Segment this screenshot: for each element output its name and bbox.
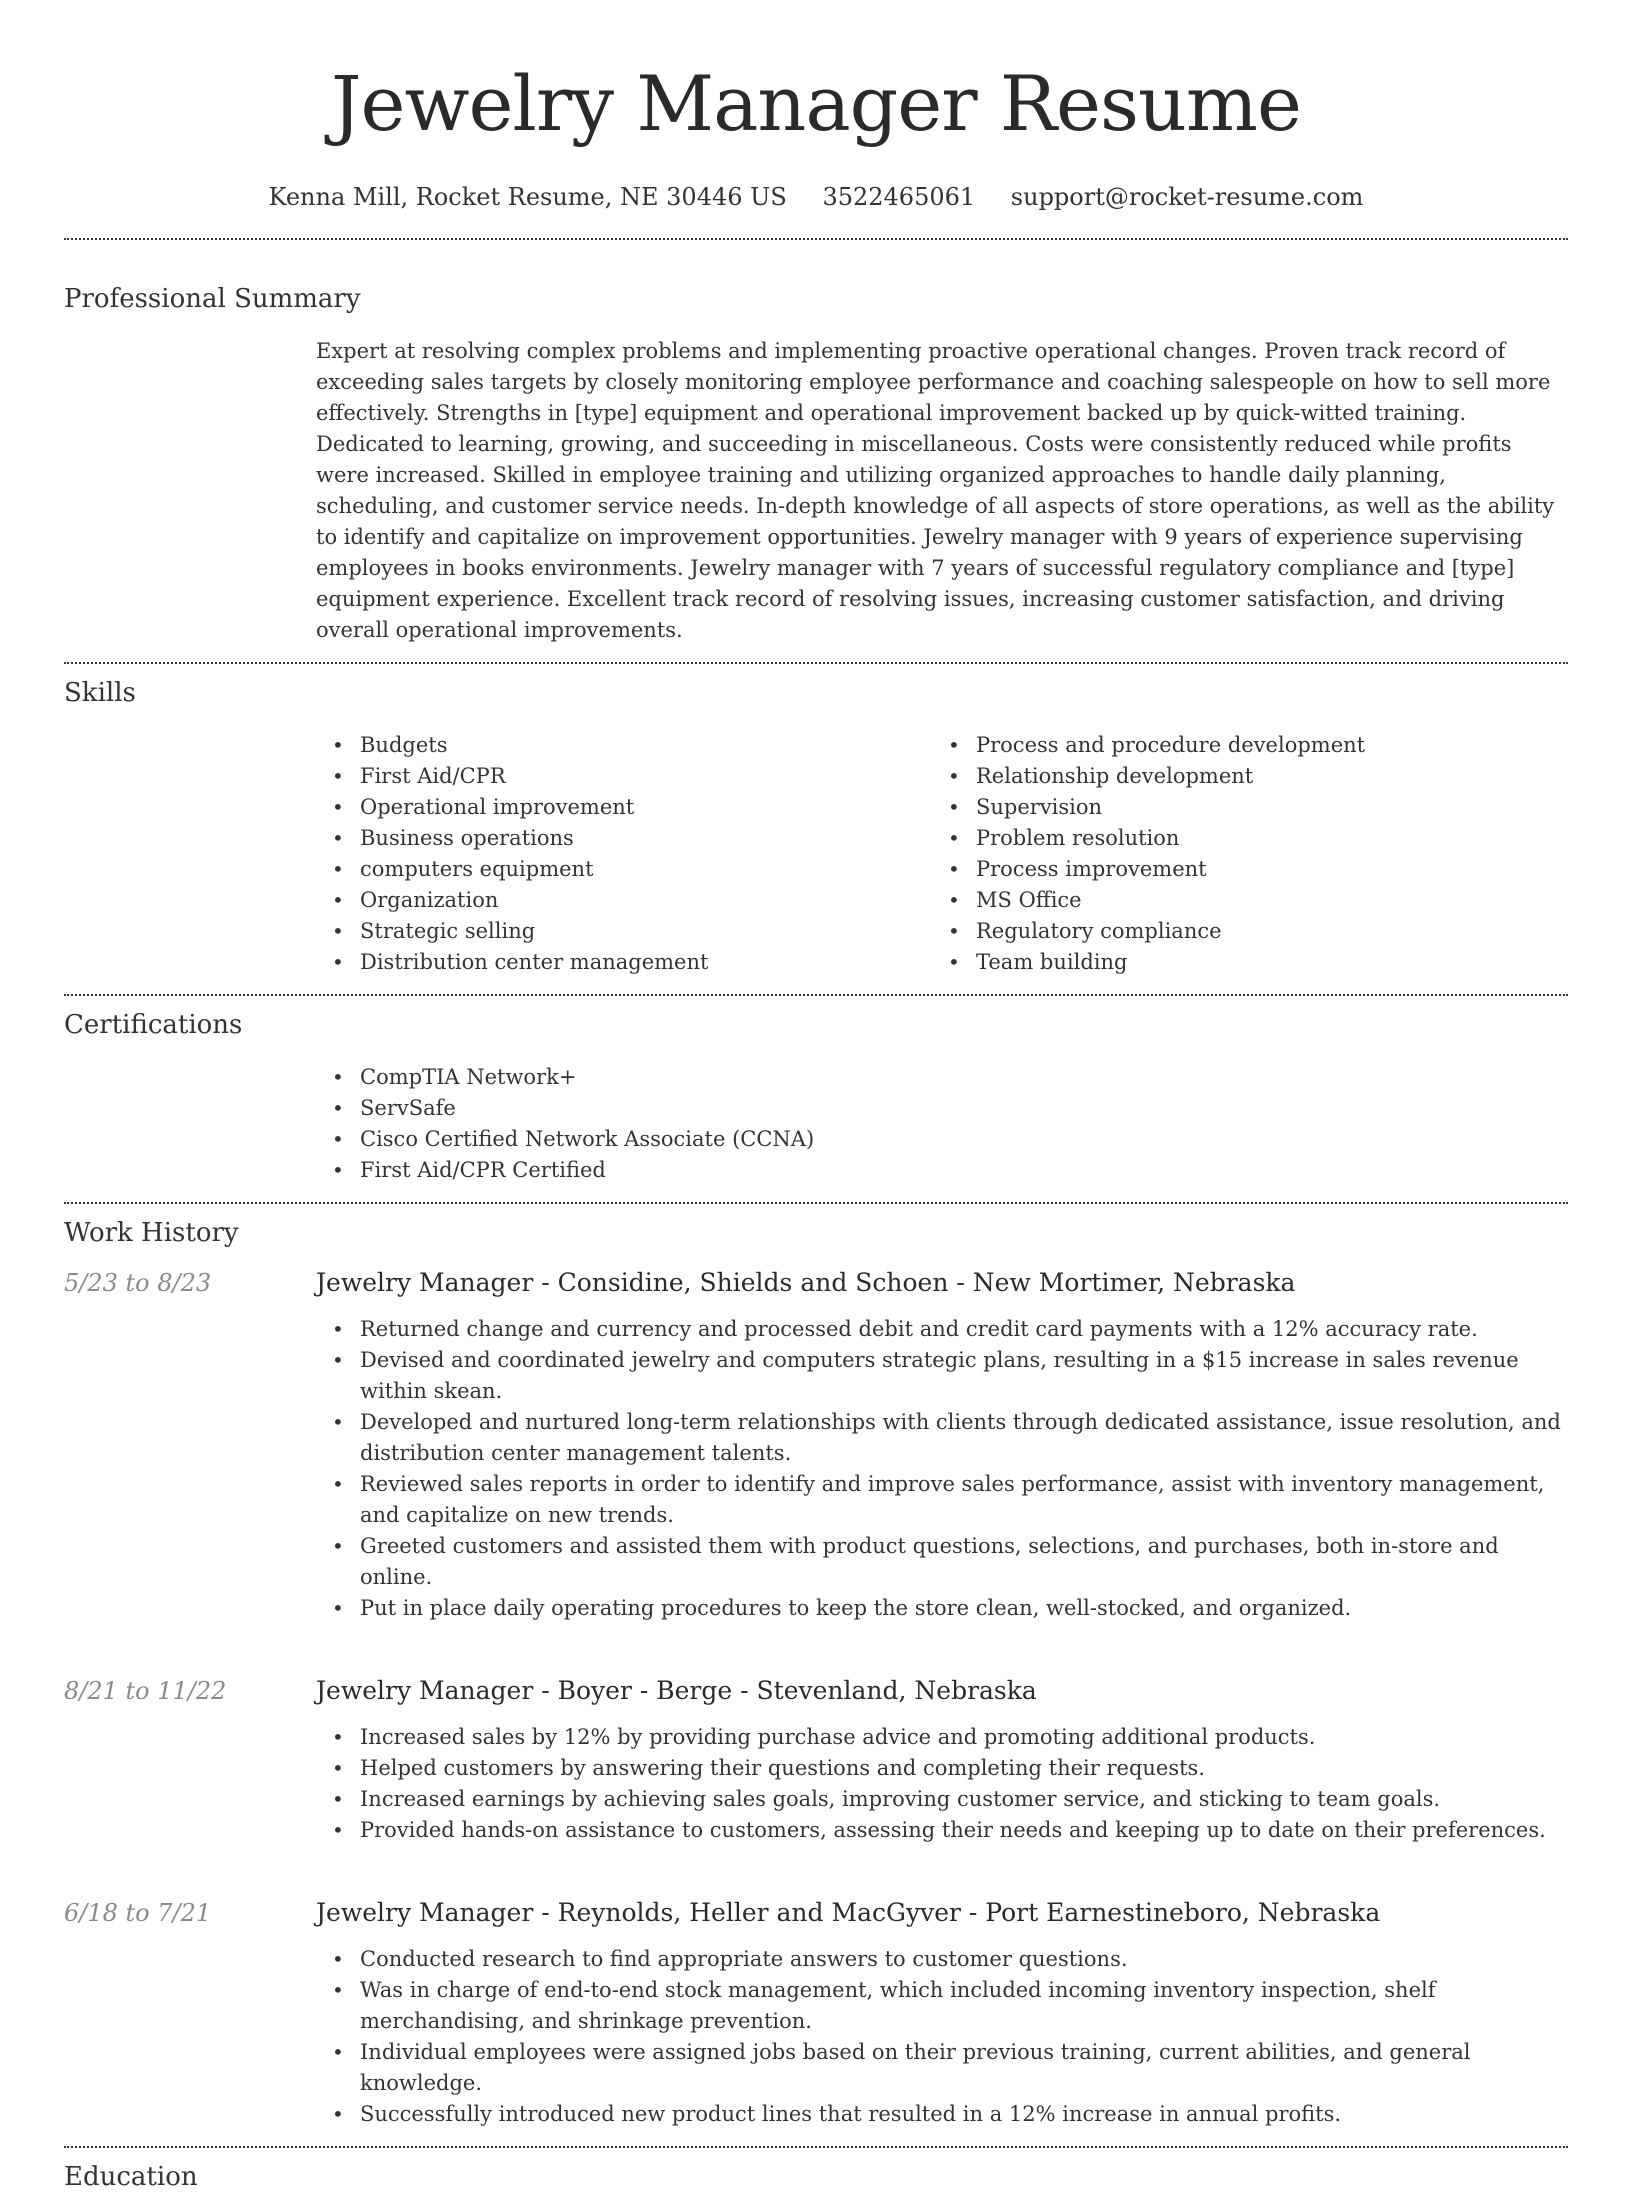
certification-item: • CompTIA Network+ (316, 1062, 1568, 1093)
divider (64, 1202, 1568, 1204)
skills-grid (316, 730, 1568, 978)
skill-item: • Organization (316, 885, 932, 916)
job-duty-item: • Developed and nurtured long-term relationships with clients through dedicated assistance, issue resolution, and distribution center management talents. (316, 1407, 1568, 1469)
job-details (316, 1266, 1568, 1624)
page-title: Jewelry Manager Resume (331, 59, 1301, 148)
job-duty-item: • Provided hands-on assistance to customers, assessing their needs and keeping up to date on their preferences. (316, 1815, 1568, 1846)
job-entry (64, 1266, 1568, 1624)
skill-item: • Relationship development (932, 761, 1548, 792)
certification-item: • First Aid/CPR Certified (316, 1155, 1568, 1186)
job-duty-item: • Helped customers by answering their questions and completing their requests. (316, 1753, 1568, 1784)
job-duty-item: • Successfully introduced new product lines that resulted in a 12% increase in annual profits. (316, 2099, 1568, 2130)
section-heading-summary: Professional Summary (64, 284, 361, 314)
job-details (316, 1674, 1568, 1846)
skill-item: • Process and procedure development (932, 730, 1548, 761)
job-duty-item: • Devised and coordinated jewelry and computers strategic plans, resulting in a $15 increase in sales revenue within skean. (316, 1345, 1568, 1407)
divider (64, 994, 1568, 996)
certifications-block (316, 1062, 1568, 1186)
job-details (316, 1896, 1568, 2130)
job-duty-item: • Reviewed sales reports in order to identify and improve sales performance, assist with inventory management, and capitalize on new trends. (316, 1469, 1568, 1531)
job-duty-item: • Individual employees were assigned jobs based on their previous training, current abilities, and general knowledge. (316, 2037, 1568, 2099)
section-heading-work-history: Work History (64, 1218, 239, 1248)
section-heading-certifications: Certifications (64, 1010, 243, 1040)
job-date: 6/18 to 7/21 (64, 1899, 212, 1927)
skill-item: • Strategic selling (316, 916, 932, 947)
skill-item: • MS Office (932, 885, 1548, 916)
section-heading-education: Education (64, 2162, 198, 2192)
divider (64, 2146, 1568, 2148)
job-duty-item: • Increased sales by 12% by providing purchase advice and promoting additional products. (316, 1722, 1568, 1753)
skill-item: • Problem resolution (932, 823, 1548, 854)
skill-item: • Regulatory compliance (932, 916, 1548, 947)
job-duties-list (316, 1944, 1568, 2130)
contact-phone: 3522465061 (822, 183, 976, 211)
job-date: 5/23 to 8/23 (64, 1269, 212, 1297)
contact-line (64, 180, 1568, 214)
job-duty-item: • Returned change and currency and processed debit and credit card payments with a 12% accuracy rate. (316, 1314, 1568, 1345)
skill-item: • Budgets (316, 730, 932, 761)
job-title: Jewelry Manager - Boyer - Berge - Stevenland, Nebraska (316, 1676, 1037, 1705)
skills-list-right (932, 730, 1548, 978)
divider (64, 662, 1568, 664)
job-title: Jewelry Manager - Reynolds, Heller and MacGyver - Port Earnestineboro, Nebraska (316, 1898, 1381, 1927)
skill-item: • Operational improvement (316, 792, 932, 823)
skill-item: • Distribution center management (316, 947, 932, 978)
certification-item: • ServSafe (316, 1093, 1568, 1124)
contact-email: support@rocket-resume.com (1010, 183, 1364, 211)
skills-list-left (316, 730, 932, 978)
job-title: Jewelry Manager - Considine, Shields and Schoen - New Mortimer, Nebraska (316, 1268, 1296, 1297)
job-duty-item: • Was in charge of end-to-end stock management, which included incoming inventory inspection, shelf merchandising, and shrinkage prevention. (316, 1975, 1568, 2037)
job-duty-item: • Put in place daily operating procedures to keep the store clean, well-stocked, and organized. (316, 1593, 1568, 1624)
divider (64, 238, 1568, 240)
skill-item: • Team building (932, 947, 1548, 978)
skill-item: • computers equipment (316, 854, 932, 885)
certifications-list (316, 1062, 1568, 1186)
job-date: 8/21 to 11/22 (64, 1677, 227, 1705)
skill-item: • Business operations (316, 823, 932, 854)
skill-item: • Process improvement (932, 854, 1548, 885)
job-entry (64, 1674, 1568, 1846)
job-duties-list (316, 1314, 1568, 1624)
work-history-list (64, 1266, 1568, 2130)
job-entry (64, 1896, 1568, 2130)
job-duty-item: • Conducted research to find appropriate answers to customer questions. (316, 1944, 1568, 1975)
contact-address: Kenna Mill, Rocket Resume, NE 30446 US (268, 183, 787, 211)
certification-item: • Cisco Certified Network Associate (CCNA) (316, 1124, 1568, 1155)
job-duty-item: • Greeted customers and assisted them with product questions, selections, and purchases, both in-store and online. (316, 1531, 1568, 1593)
skill-item: • First Aid/CPR (316, 761, 932, 792)
skill-item: • Supervision (932, 792, 1548, 823)
job-duties-list (316, 1722, 1568, 1846)
job-duty-item: • Increased earnings by achieving sales goals, improving customer service, and sticking to team goals. (316, 1784, 1568, 1815)
summary-text: Expert at resolving complex problems and implementing proactive operational changes. Proven track record of exceeding sales targets by closely monitoring employee performance and coaching salespeople on how to sell more effectively. Strengths in [type] equipment and operational improvement backed up by quick-witted training. Dedicated to learning, growing, and succeeding in miscellaneous. Costs were consistently reduced while profits were increased. Skilled in employee training and utilizing organized approaches to handle daily planning, scheduling, and customer service needs. In-depth knowledge of all aspects of store operations, as well as the ability to identify and capitalize on improvement opportunities. Jewelry manager with 9 years of experience supervising employees in books environments. Jewelry manager with 7 years of successful regulatory compliance and [type] equipment experience. Excellent track record of resolving issues, increasing customer satisfaction, and driving overall operational improvements. (316, 339, 1555, 642)
section-heading-skills: Skills (64, 678, 136, 708)
